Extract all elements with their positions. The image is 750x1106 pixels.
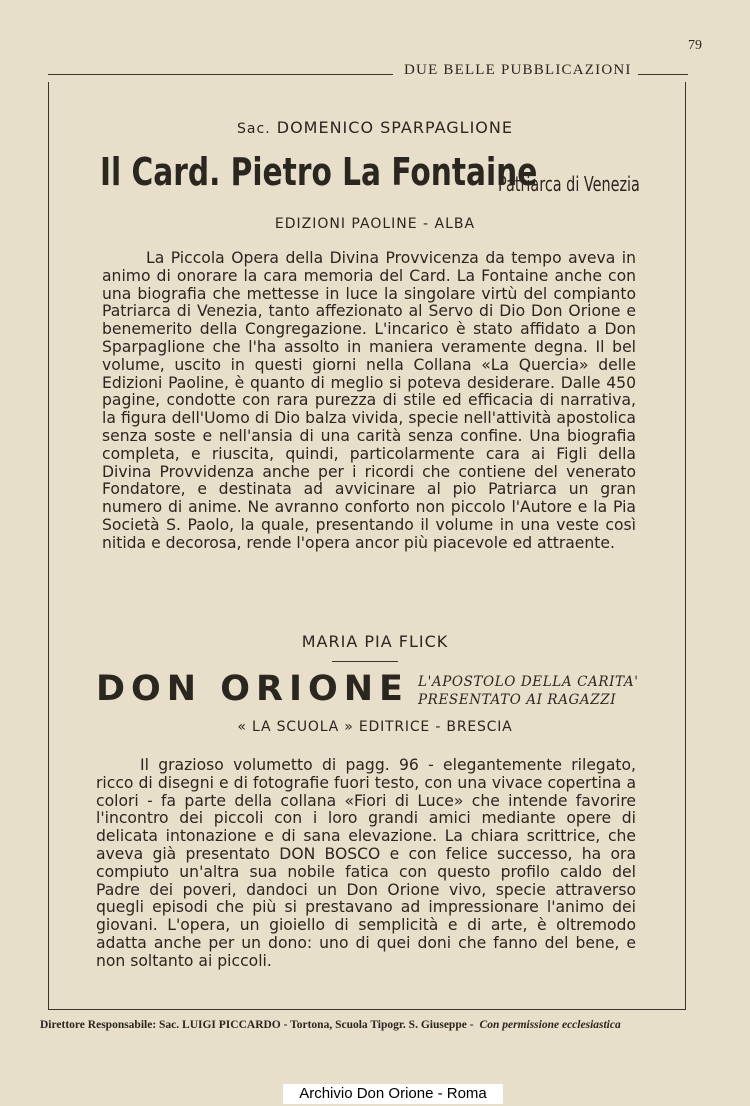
book1-publisher: EDIZIONI PAOLINE - ALBA xyxy=(274,216,476,232)
book2-publisher: « LA SCUOLA » EDITRICE - BRESCIA xyxy=(237,719,513,735)
header-rule-left xyxy=(48,74,393,75)
section-title: DUE BELLE PUBBLICAZIONI xyxy=(404,62,632,78)
book1-title: Il Card. Pietro La Fontaine xyxy=(100,150,538,194)
book1-author-prefix: Sac. xyxy=(237,121,271,137)
footer-permission: Con permissione ecclesiastica xyxy=(479,1019,621,1031)
book1-description: La Piccola Opera della Divina Provvicenza da tempo aveva in animo di onorare la cara memoria del Card. La Fontaine anche con una biografia che mettesse in luce la singolare virtù del compianto Patriarca di Venezia, tanto affezionato al Servo di Dio Don Orione e benemerito della Congregazione. L'incarico è stato affidato a Don Sparpaglione che l'ha assolto in maniera veramente degna. Il bel volume, uscito in questi giorni nella Collana «La Quercia» delle Edizioni Paoline, è quanto di meglio si poteva desiderare. Dalle 450 pagine, condotte con rara purezza di stile ed efficacia di narrativa, la figura dell'Uomo di Dio balza vivida, specie nell'attività apostolica senza soste e nell'ansia di una carità senza confine. Una biografia completa, e riuscita, quindi, particolarmente cara ai Figli della Divina Provvidenza anche per i ricordi che contiene del venerato Fondatore, e destinata ad avvicinare al pio Patriarca un gran numero di anime. Ne avranno conforto non piccolo l'Autore e la Pia Società S. Paolo, la quale, presentando il volume in una veste così nitida e decorosa, rende l'opera ancor più piacevole ed attraente. xyxy=(102,249,636,552)
book2-subtitle-line1: L'APOSTOLO DELLA CARITA' xyxy=(418,674,639,690)
book2-author-rule xyxy=(332,661,398,662)
book2-title: DON ORIONE xyxy=(96,669,409,709)
footer-credits: Direttore Responsabile: Sac. LUIGI PICCARDO - Tortona, Scuola Tipogr. S. Giuseppe - xyxy=(40,1019,474,1031)
book1-subtitle: Patriarca di Venezia xyxy=(498,172,640,196)
book2-subtitle-line2: PRESENTATO AI RAGAZZI xyxy=(418,692,617,708)
book2-description: Il grazioso volumetto di pagg. 96 - elegantemente rilegato, ricco di disegni e di fotografie fuori testo, con una vivace copertina a colori - fa parte della collana «Fiori di Luce» che intende favorire l'incontro dei piccoli con i loro grandi amici mediante opere di delicata intonazione e di sana elevazione. La chiara scrittrice, che aveva già presentato DON BOSCO e con felice successo, ha ora compiuto un'altra sua nobile fatica con questo profilo caldo del Padre dei poveri, dandoci un Don Orione vivo, specie attraverso quegli episodi che più si prestavano ad impressionare l'animo dei giovani. L'opera, un gioiello di semplicità e di arte, è oltremodo adatta anche per un dono: uno di quei doni che fanno del bene, e non soltanto ai piccoli. xyxy=(96,756,636,970)
page-number: 79 xyxy=(688,38,702,53)
book1-title-block xyxy=(100,150,645,194)
book2-subtitle xyxy=(418,673,648,709)
book1-author xyxy=(0,118,750,137)
book2-author: MARIA PIA FLICK xyxy=(301,632,449,651)
archive-label: Archivio Don Orione - Roma xyxy=(283,1084,503,1104)
header-rule-right xyxy=(638,74,688,75)
book1-author-name: DOMENICO SPARPAGLIONE xyxy=(276,118,513,137)
footer xyxy=(40,1019,690,1031)
section-header xyxy=(48,62,688,82)
